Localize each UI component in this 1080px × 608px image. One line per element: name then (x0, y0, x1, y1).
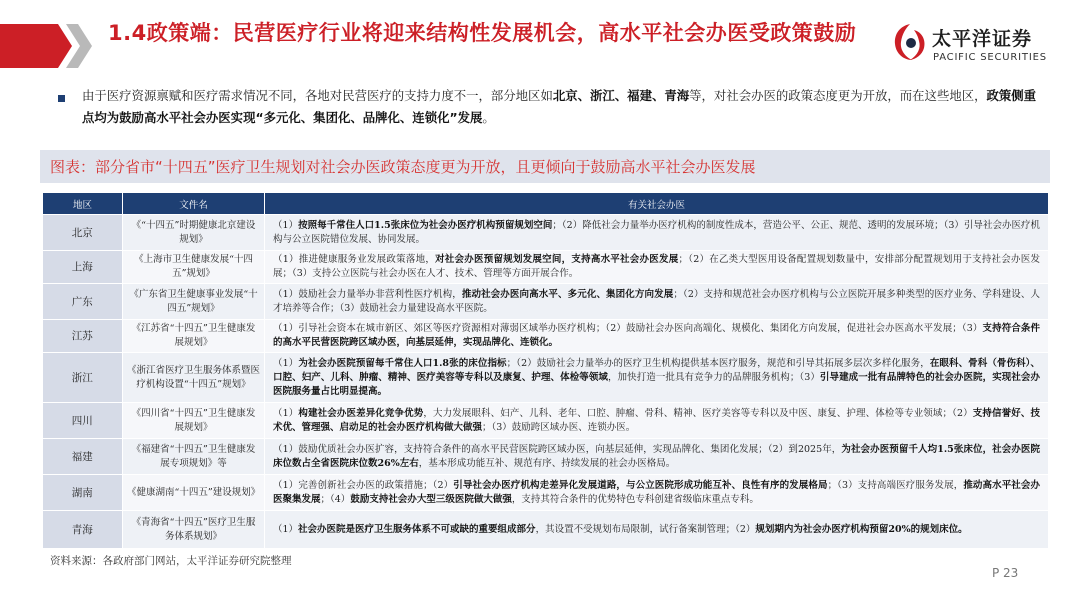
table-row (43, 353, 1049, 403)
policy-cell (265, 215, 1049, 251)
header-arrow-decoration (0, 24, 100, 68)
policy-text: （1）完善创新社会办医的政策措施；（2） (273, 479, 454, 491)
region-cell: 江苏 (43, 320, 123, 353)
table-header-row (43, 193, 1049, 215)
summary-paragraph (82, 85, 1042, 129)
policy-text: ；（2）在乙类大型医用设备配置规划数量中，安排部分配置规划用于支持社会办医发展；（3）支持公立医院与社会办医在人才、技术、管理等方面开展合作。 (273, 254, 1040, 279)
policy-bold-text: 构建社会办医差异化竞争优势 (298, 407, 424, 419)
region-cell: 湖南 (43, 475, 123, 511)
region-cell: 上海 (43, 251, 123, 284)
figure-caption: 图表：部分省市“十四五”医疗卫生规划对社会办医政策态度更为开放，且更倾向于鼓励高水平社会办医发展 (50, 158, 756, 176)
policy-bold-text: 推动社会办医向高水平、多元化、集团化方向发展 (461, 288, 674, 300)
region-cell: 广东 (43, 284, 123, 320)
document-cell: 《浙江省医疗卫生服务体系暨医疗机构设置“十四五”规划》 (123, 353, 265, 403)
table-row (43, 251, 1049, 284)
table-row (43, 475, 1049, 511)
table-row (43, 511, 1049, 549)
page-title: 1.4政策端：民营医疗行业将迎来结构性发展机会，高水平社会办医受政策鼓励 (108, 21, 857, 45)
page-number: P 23 (992, 566, 1019, 580)
document-cell: 《“十四五”时期健康北京建设规划》 (123, 215, 265, 251)
policy-text: （1）引导社会资本在城市新区、郊区等医疗资源相对薄弱区域举办医疗机构；（2）鼓励社会办医向高端化、规模化、集团化方向发展，促进社会办医高水平发展；（3） (273, 323, 983, 334)
policy-text: （1）鼓励社会力量举办非营利性医疗机构， (273, 288, 462, 300)
policy-text: ；（2）鼓励社会力量举办的医疗卫生机构提供基本医疗服务，规范和引导其拓展多层次多样化服务， (506, 357, 930, 369)
policy-table (42, 192, 1049, 549)
policy-text: ；（3）鼓励跨区域办医、连锁办医。 (482, 421, 636, 433)
policy-text: ，基本形成功能互补、规范有序、持续发展的社会办医格局。 (418, 457, 676, 469)
policy-bold-text: 为社会办医预留千人均1.5张床位，社会办医院床位数占全省医院床位数26%左右 (273, 443, 1040, 469)
paragraph-text: 等，对社会办医的政策态度更为开放，而在这些地区， (689, 88, 987, 103)
policy-cell (265, 320, 1049, 353)
paragraph-text: 。 (482, 110, 495, 125)
policy-cell (265, 511, 1049, 549)
policy-cell (265, 403, 1049, 439)
region-cell: 福建 (43, 439, 123, 475)
document-cell: 《上海市卫生健康发展“十四五”规划》 (123, 251, 265, 284)
pacific-logo-icon (892, 22, 928, 62)
document-cell: 《健康湖南“十四五”建设规划》 (123, 475, 265, 511)
region-cell: 北京 (43, 215, 123, 251)
region-cell: 四川 (43, 403, 123, 439)
table-row (43, 284, 1049, 320)
policy-bold-text: 在眼科、骨科（骨伤科）、口腔、妇产、儿科、肿瘤、精神、医疗美容等专科以及康复、护理、体检等领域 (273, 357, 1041, 383)
policy-text: ；（4） (320, 493, 351, 505)
paragraph-bold-text: 北京、浙江、福建、青海 (552, 88, 690, 103)
source-note: 资料来源：各政府部门网站，太平洋证券研究院整理 (50, 555, 292, 567)
policy-cell (265, 353, 1049, 403)
region-cell: 浙江 (43, 353, 123, 403)
policy-bold-text: 规划期内为社会办医疗机构预留20%的规划床位。 (755, 523, 968, 535)
header-region: 地区 (43, 193, 123, 215)
policy-text: （1） (273, 219, 299, 231)
brand-name-cn: 太平洋证券 (932, 28, 1033, 50)
policy-text: ，大力发展眼科、妇产、儿科、老年、口腔、肿瘤、骨科、精神、医疗美容等专科以及中医、康复、护理、体检等专业领域；（2） (423, 407, 973, 419)
document-cell: 《四川省“十四五”卫生健康发展规划》 (123, 403, 265, 439)
brand-logo (892, 22, 1067, 72)
table-row (43, 403, 1049, 439)
policy-bold-text: 引导建成一批有品牌特色的社会办医院，实现社会办医院服务量占比明显提高。 (273, 371, 1040, 397)
policy-bold-text: 对社会办医预留规划发展空间，支持高水平社会办医发展 (435, 254, 679, 265)
policy-bold-text: 推动高水平社会办医聚集发展 (273, 479, 1040, 505)
document-cell: 《青海省“十四五”医疗卫生服务体系规划》 (123, 511, 265, 549)
header-policy: 有关社会办医 (265, 193, 1049, 215)
document-cell: 《江苏省“十四五”卫生健康发展规划》 (123, 320, 265, 353)
policy-bold-text: 引导社会办医疗机构走差异化发展道路，与公立医院形成功能互补、良性有序的发展格局 (453, 479, 828, 491)
policy-text: （1） (273, 407, 299, 419)
policy-text: ，加快打造一批具有竞争力的品牌服务机构；（3） (607, 371, 820, 383)
policy-text: （1） (273, 523, 299, 535)
policy-text: （1） (273, 357, 299, 369)
policy-cell (265, 439, 1049, 475)
paragraph-bold-text: 政策侧重点均为鼓励高水平社会办医实现“多元化、集团化、品牌化、连锁化”发展 (82, 88, 1037, 125)
policy-bold-text: 支持信誉好、技术优、管理强、启动足的社会办医疗机构做大做强 (273, 407, 1040, 433)
table-body (43, 215, 1049, 549)
policy-cell (265, 284, 1049, 320)
policy-cell (265, 475, 1049, 511)
header-document: 文件名 (123, 193, 265, 215)
policy-bold-text: 鼓励支持社会办大型三级医院做大做强 (350, 493, 512, 505)
table-row (43, 439, 1049, 475)
policy-text: （1）推进健康服务业发展政策落地， (273, 254, 436, 265)
brand-name-en: PACIFIC SECURITIES (933, 52, 1047, 63)
policy-text: ；（2）支持和规范社会办医疗机构与公立医院开展多种类型的医疗业务、学科建设、人才培养等合作；（3）鼓励社会力量建设高水平医院。 (273, 288, 1040, 314)
policy-bold-text: 社会办医院是医疗卫生服务体系不可或缺的重要组成部分 (298, 523, 536, 535)
paragraph-text: 由于医疗资源禀赋和医疗需求情况不同，各地对民营医疗的支持力度不一，部分地区如 (82, 88, 553, 103)
table-row (43, 215, 1049, 251)
policy-text: ；（2）降低社会力量举办医疗机构的制度性成本，营造公平、公正、规范、透明的发展环境；（3）引导社会办医疗机构与公立医院错位发展、协同发展。 (273, 219, 1040, 245)
policy-text: （1）鼓励优质社会办医扩容，支持符合条件的高水平民营医院跨区域办医，向基层延伸，实现品牌化、集团化发展；（2）到2025年， (273, 443, 842, 455)
table-row (43, 320, 1049, 353)
policy-text: ，其设置不受规划布局限制，试行备案制管理；（2） (535, 523, 756, 535)
policy-text: ；（3）支持高端医疗服务发展， (827, 479, 964, 491)
document-cell: 《福建省“十四五”卫生健康发展专项规划》等 (123, 439, 265, 475)
policy-bold-text: 为社会办医院预留每千常住人口1.8张的床位指标 (298, 357, 507, 369)
region-cell: 青海 (43, 511, 123, 549)
policy-bold-text: 支持符合条件的高水平民营医院跨区域办医，向基层延伸，实现品牌化、连锁化。 (273, 323, 1040, 348)
policy-text: ，支持其符合条件的优势特色专科创建省级临床重点专科。 (511, 493, 759, 505)
bullet-square-icon (58, 95, 65, 102)
document-cell: 《广东省卫生健康事业发展“十四五”规划》 (123, 284, 265, 320)
policy-bold-text: 按照每千常住人口1.5张床位为社会办医疗机构预留规划空间 (298, 219, 553, 231)
policy-cell (265, 251, 1049, 284)
